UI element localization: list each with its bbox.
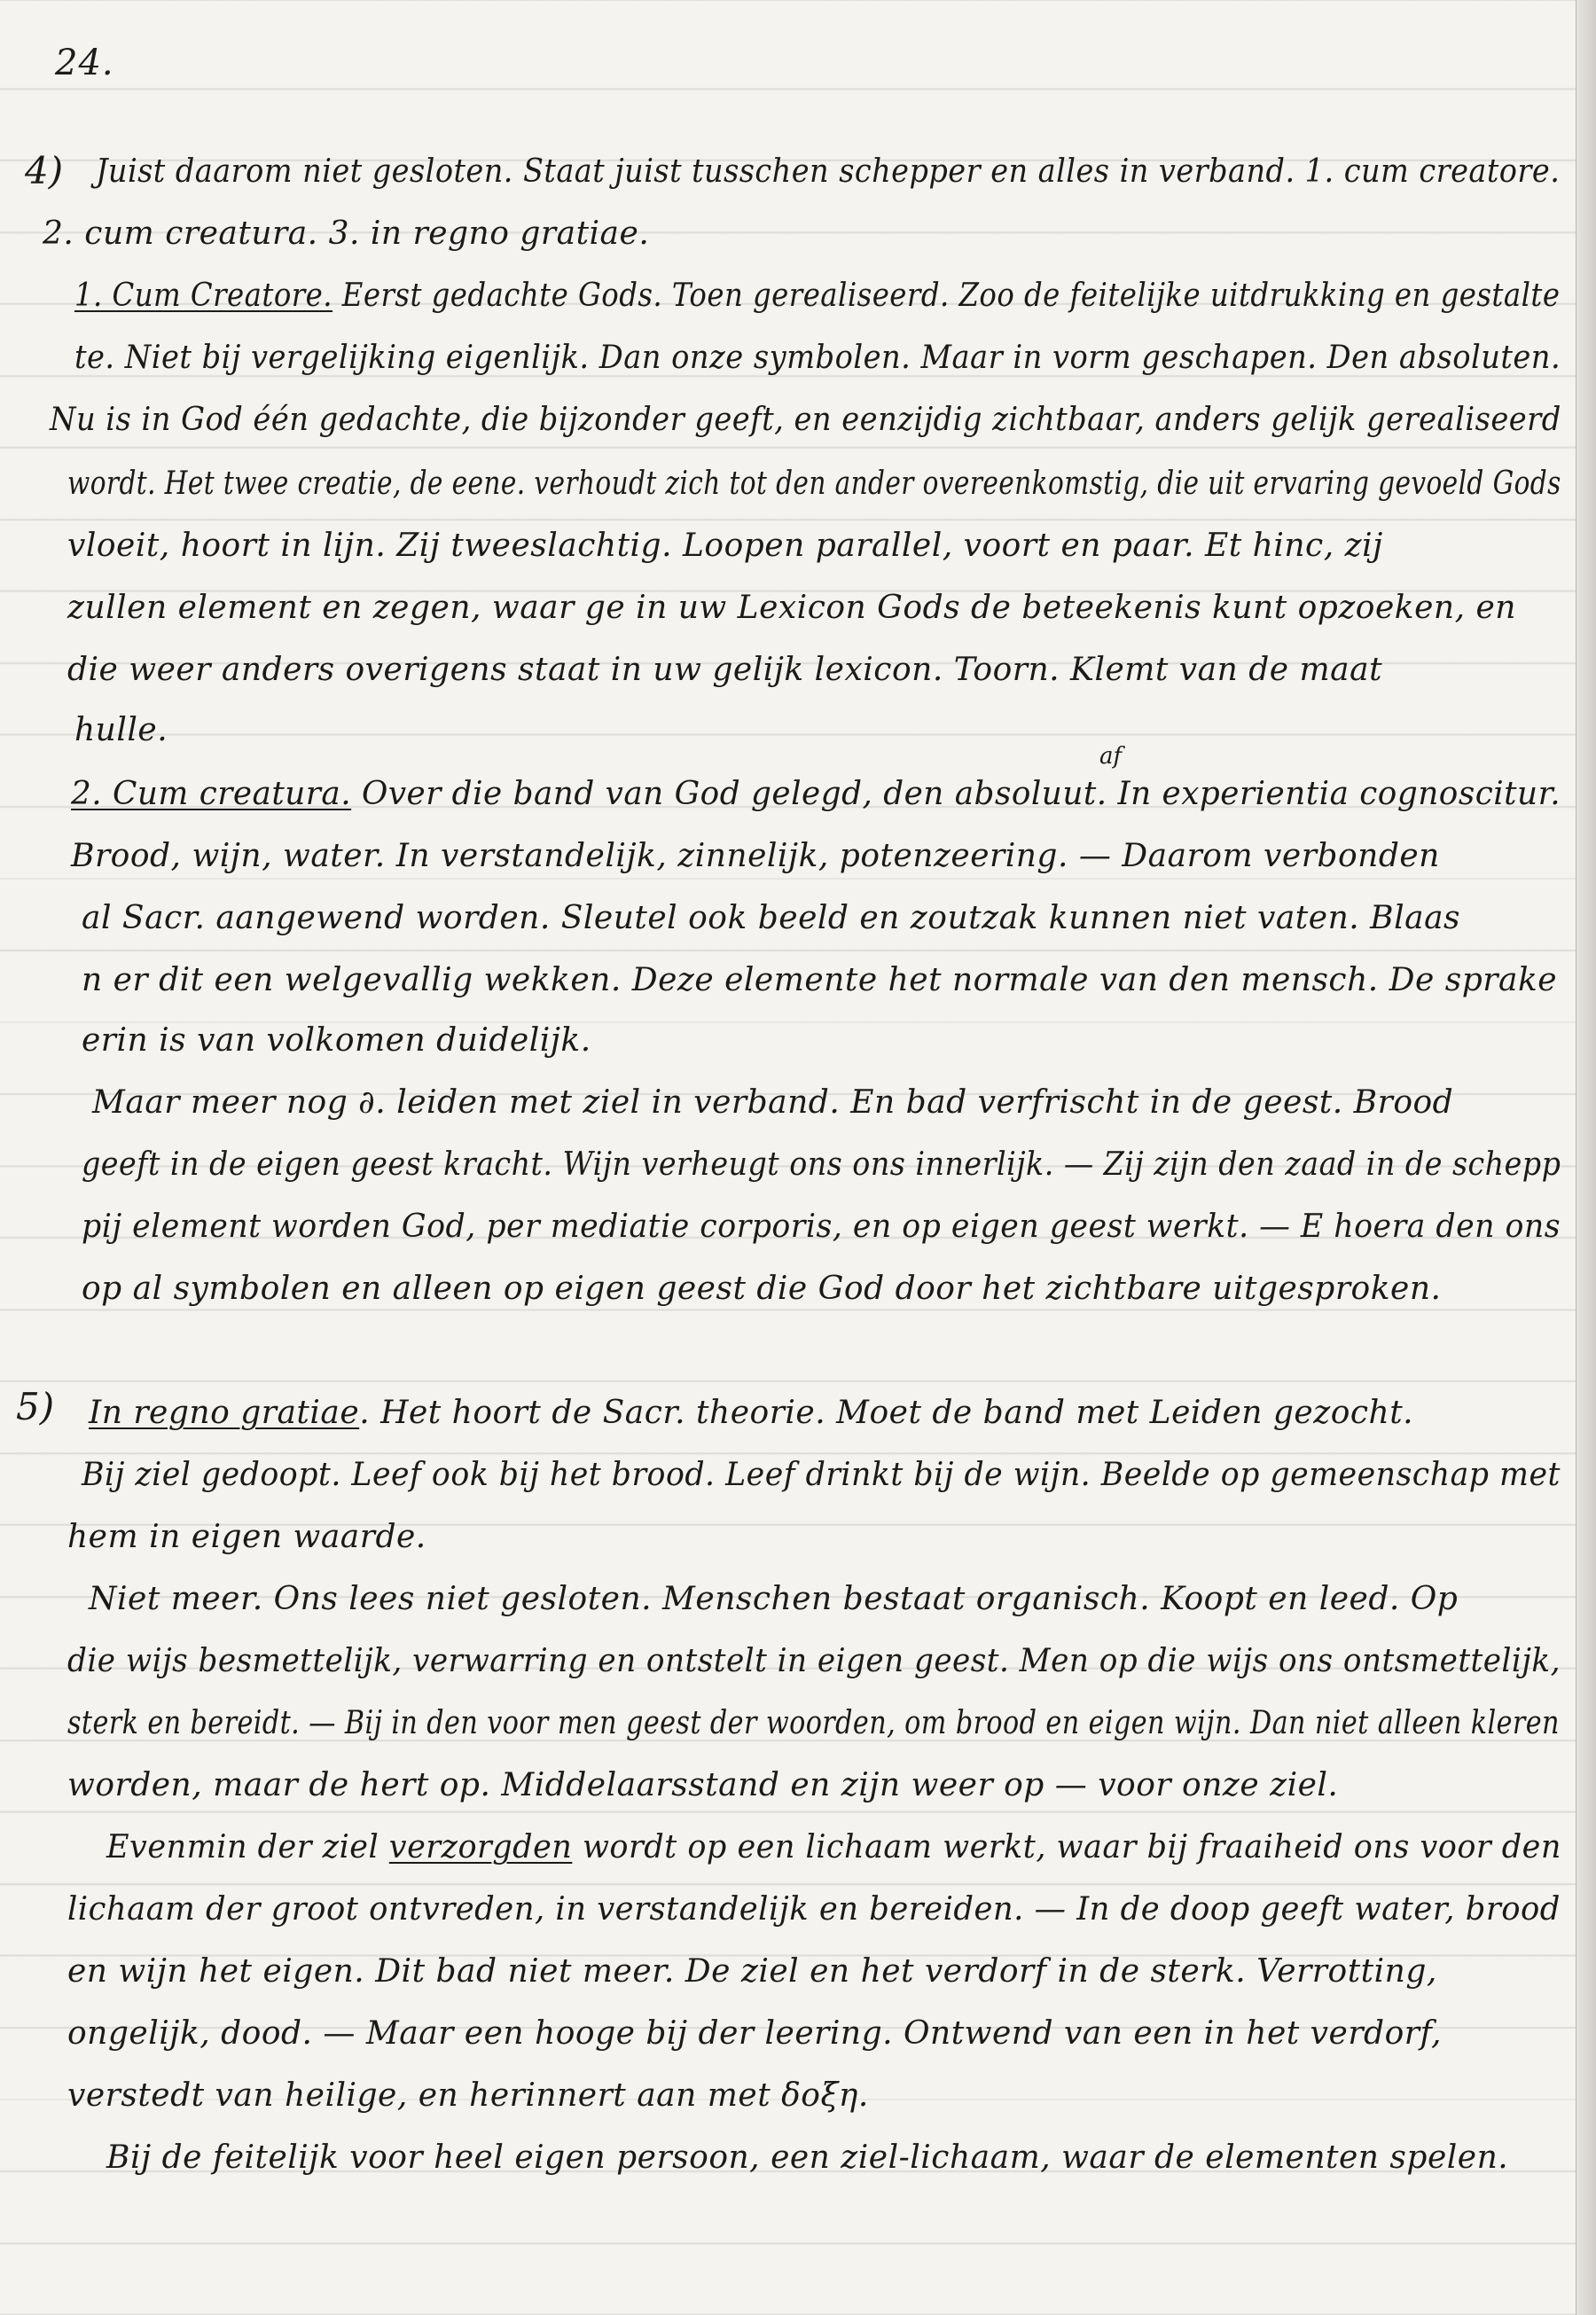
text-line: Maar meer nog ∂. leiden met ziel in verband. En bad verfrischt in de geest. Brood (92, 1084, 1454, 1121)
text-line (71, 778, 1561, 810)
text-line: wordt. Het twee creatie, de eene. verhoudt zich tot den ander overeenkomstig, die uit ervaring gevoeld Gods (67, 465, 1561, 502)
text-line: hem in eigen waarde. (67, 1519, 426, 1555)
text-span: Over die band van God gelegd, den absoluut. In experientia cognoscitur. (361, 776, 1561, 812)
text-line: al Sacr. aangewend worden. Sleutel ook beeld en zoutzak kunnen niet vaten. Blaas (82, 900, 1461, 936)
text-line: Bij ziel gedoopt. Leef ook bij het brood. Leef drinkt bij de wijn. Beelde op gemeenschap met (82, 1457, 1561, 1493)
underlined-phrase: In regno gratiae (89, 1395, 360, 1431)
text-line: Bij de feitelijk voor heel eigen persoon, een ziel-lichaam, waar de elementen spelen. (106, 2139, 1509, 2176)
text-line: die wijs besmettelijk, verwarring en ontstelt in eigen geest. Men op die wijs ons ontsmettelijk, (67, 1643, 1561, 1679)
text-line: vloeit, hoort in lijn. Zij tweeslachtig. Loopen parallel, voort en paar. Et hinc, zij (67, 528, 1383, 564)
text-line: geeft in de eigen geest kracht. Wijn verheugt ons ons innerlijk. — Zij zijn den zaad in de schepp (82, 1146, 1561, 1183)
text-line: ongelijk, dood. — Maar een hooge bij der leering. Ontwend van een in het verdorf, (67, 2015, 1442, 2052)
superscript-insertion: af (1099, 743, 1123, 770)
text-line (89, 1397, 1413, 1429)
section-marker-4: 4) (25, 149, 64, 192)
text-line: sterk en bereidt. — Bij in den voor men geest der woorden, om brood en eigen wijn. Dan niet alleen kleren (67, 1705, 1560, 1741)
text-span: . Het hoort de Sacr. theorie. Moet de band met Leiden gezocht. (359, 1395, 1414, 1431)
text-span: Eerst gedachte Gods. Toen gerealiseerd. Zoo de feitelijke uitdrukking en gestalte (341, 278, 1561, 314)
underlined-phrase: 2. Cum creatura. (71, 776, 352, 812)
text-line: hulle. (74, 712, 168, 748)
text-line: Nu is in God één gedachte, die bijzonder geeft, en eenzijdig zichtbaar, anders gelijk gerealiseerd (50, 402, 1561, 438)
text-line: en wijn het eigen. Dit bad niet meer. De ziel en het verdorf in de sterk. Verrotting, (67, 1953, 1437, 1990)
text-line: die weer anders overigens staat in uw gelijk lexicon. Toorn. Klemt van de maat (67, 652, 1383, 688)
underlined-phrase: verzorgden (388, 1829, 573, 1865)
text-line: Juist daarom niet gesloten. Staat juist tusschen schepper en alles in verband. 1. cum creatore. (96, 153, 1561, 190)
text-line: lichaam der groot ontvreden, in verstandelijk en bereiden. — In de doop geeft water, brood (67, 1891, 1561, 1928)
text-line: Niet meer. Ons lees niet gesloten. Menschen bestaat organisch. Koopt en leed. Op (89, 1581, 1459, 1617)
page-edge (1576, 0, 1596, 2315)
text-line: op al symbolen en alleen op eigen geest die God door het zichtbare uitgesproken. (82, 1271, 1442, 1307)
text-line (74, 280, 1560, 312)
text-span: wordt op een lichaam werkt, waar bij fraaiheid ons voor den (572, 1829, 1561, 1865)
text-line: Brood, wijn, water. In verstandelijk, zinnelijk, potenzeering. — Daarom verbonden (71, 838, 1440, 874)
text-line: 2. cum creatura. 3. in regno gratiae. (43, 215, 650, 252)
section-marker-5: 5) (16, 1385, 55, 1428)
page-number: 24. (55, 43, 114, 83)
text-line: worden, maar de hert op. Middelaarsstand en zijn weer op — voor onze ziel. (67, 1767, 1339, 1803)
underlined-phrase: 1. Cum Creatore. (74, 278, 333, 314)
text-line: erin is van volkomen duidelijk. (82, 1022, 591, 1059)
text-line (106, 1829, 1561, 1865)
text-line: n er dit een welgevallig wekken. Deze elemente het normale van den mensch. De sprake (82, 962, 1558, 998)
text-line: zullen element en zegen, waar ge in uw Lexicon Gods de beteekenis kunt opzoeken, en (67, 590, 1516, 626)
text-line: te. Niet bij vergelijking eigenlijk. Dan onze symbolen. Maar in vorm geschapen. Den absoluten. (74, 340, 1561, 376)
text-line: verstedt van heilige, en herinnert aan met δοξη. (67, 2077, 869, 2114)
text-line: pij element worden God, per mediatie corporis, en op eigen geest werkt. — Ε hoera den ons (82, 1208, 1561, 1245)
text-span: Evenmin der ziel (106, 1829, 389, 1865)
